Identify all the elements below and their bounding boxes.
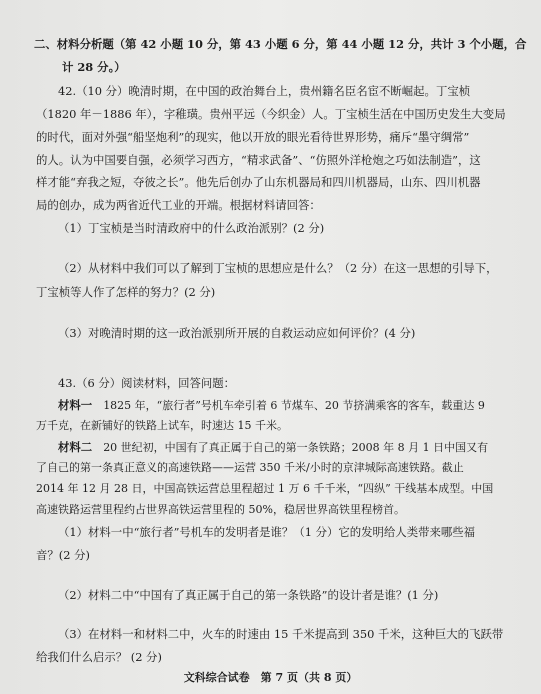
section-header-line1: 二、材料分析题（第 42 小题 10 分，第 43 小题 6 分，第 44 小题 12 分，共计 3 个小题，合 [34,37,527,51]
q43-material2-label: 材料二 [58,440,93,454]
q42-text-line6: 局的创办，成为两省近代工业的开端。根据材料请回答： [36,198,321,212]
q43-material2-line2: 了自己的第一条真正意义的高速铁路——运营 350 千米/小时的京津城际高速铁路。截止 [36,461,464,474]
q43-subquestion-2: （2）材料二中“中国有了真正属于自己的第一条铁路”的设计者是谁？(1 分) [58,588,439,602]
q42-subquestion-3: （3）对晚清时期的这一政治派别所开展的自救运动应如何评价？(4 分) [58,326,416,340]
q43-material2-line1 [58,440,488,455]
q42-subquestion-1: （1）丁宝桢是当时清政府中的什么政治派别？(2 分) [58,221,325,235]
section-header-line2: 计 28 分。） [62,60,126,74]
q43-material2-text: 20 世纪初，中国有了真正属于自己的第一条铁路；2008 年 8 月 1 日中国又有 [103,441,489,454]
q43-material1-label: 材料一 [58,398,93,412]
q43-material1-text: 1825 年，“旅行者”号机车牵引着 6 节煤车、20 节挤满乘客的客车，载重达 9 [103,399,485,412]
q43-subquestion-3-line1: （3）在材料一和材料二中，火车的时速由 15 千米提高到 350 千米，这种巨大的飞跃带 [58,627,504,641]
q42-text-line1: 42.（10 分）晚清时期，在中国的政治舞台上，贵州籍名臣名宦不断崛起。丁宝桢 [58,84,471,98]
q42-text-line5: 样才能“弃我之短，夺彼之长”。他先后创办了山东机器局和四川机器局，山东、四川机器 [36,175,481,189]
q43-material1-line2: 万千克，在新铺好的铁路上试车，时速达 15 千米。 [36,419,288,432]
q43-intro: 43.（6 分）阅读材料，回答问题： [58,376,236,390]
q42-subquestion-2-line2: 丁宝桢等人作了怎样的努力？(2 分) [36,285,216,299]
q42-text-line2: （1820 年－1886 年），字稚璜。贵州平远（今织金）人。丁宝桢生活在中国历史发生大变局 [36,107,506,121]
q43-material2-line3: 2014 年 12 月 28 日，中国高铁运营总里程超过 1 万 6 千千米，“四纵” 干线基本成型。中国 [36,482,494,495]
q43-subquestion-3-line2: 给我们什么启示？ (2 分) [36,650,162,664]
q42-text-line3: 的时代，面对外强“船坚炮利”的现实，他以开放的眼光看待世界形势，痛斥“墨守绸常” [36,130,470,144]
q43-subquestion-1-line2: 音？(2 分) [36,548,90,562]
q43-material2-line4: 高速铁路运营里程约占世界高铁运营里程的 50%，稳居世界高铁里程榜首。 [36,503,405,516]
q43-material1-line1 [58,398,485,413]
q43-subquestion-1-line1: （1）材料一中“旅行者”号机车的发明者是谁？（1 分）它的发明给人类带来哪些福 [58,525,476,539]
page-footer: 文科综合试卷 第 7 页（共 8 页） [183,671,358,684]
q42-subquestion-2-line1: （2）从材料中我们可以了解到丁宝桢的思想应是什么？（2 分）在这一思想的引导下， [58,261,498,275]
q42-text-line4: 的人。认为中国要自强，必须学习西方，“精求武备”、“仿照外洋枪炮之巧如法制造”，这 [36,153,481,167]
